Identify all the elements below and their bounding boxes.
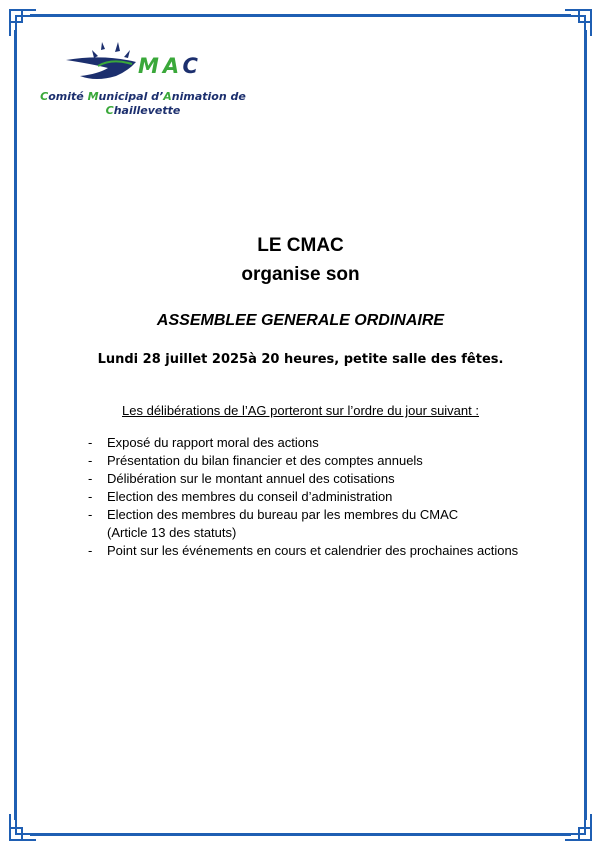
agenda-list xyxy=(88,434,548,560)
corner-ornament-bottom-left-icon xyxy=(6,810,40,844)
bullet-dash-icon: - xyxy=(88,453,93,468)
logo-subtitle-line2 xyxy=(38,104,248,118)
logo-subtitle xyxy=(38,90,248,118)
frame-bottom-border xyxy=(30,833,571,836)
logo-subtitle-text: nimation de xyxy=(171,90,246,103)
page-subtitle: organise son xyxy=(241,264,360,285)
corner-ornament-top-left-icon xyxy=(6,6,40,40)
list-item xyxy=(88,452,548,470)
bullet-dash-icon: - xyxy=(88,507,93,522)
corner-ornament-top-right-icon xyxy=(561,6,595,40)
logo-subtitle-text: unicipal d’ xyxy=(98,90,164,103)
agenda-item-text: Point sur les événements en cours et calendrier des prochaines actions xyxy=(107,543,519,558)
list-item xyxy=(88,488,548,506)
frame-left-border xyxy=(14,30,17,820)
frame-top-border xyxy=(30,14,571,17)
logo-letters xyxy=(138,54,202,78)
logo-subtitle-cap: A xyxy=(163,90,172,103)
event-date-location: Lundi 28 juillet 2025à 20 heures, petite salle des fêtes. xyxy=(97,352,504,367)
agenda-item-text: Election des membres du bureau par les membres du CMAC (Article 13 des statuts) xyxy=(107,507,459,540)
agenda-item-text: Election des membres du conseil d’administration xyxy=(107,489,393,504)
agenda-item-text: Délibération sur le montant annuel des cotisations xyxy=(107,471,395,486)
agenda-intro: Les délibérations de l’AG porteront sur l’ordre du jour suivant : xyxy=(122,403,479,418)
list-item xyxy=(88,542,548,560)
logo-subtitle-text: omité xyxy=(48,90,88,103)
bullet-dash-icon: - xyxy=(88,489,93,504)
list-item xyxy=(88,506,548,542)
corner-ornament-bottom-right-icon xyxy=(561,810,595,844)
bullet-dash-icon: - xyxy=(88,543,93,558)
bullet-dash-icon: - xyxy=(88,435,93,450)
page-title: LE CMAC xyxy=(257,235,344,256)
logo-subtitle-cap: C xyxy=(105,104,114,117)
logo-subtitle-line1 xyxy=(38,90,248,104)
bullet-dash-icon: - xyxy=(88,471,93,486)
logo-letter: C xyxy=(182,54,202,78)
logo-subtitle-cap: M xyxy=(87,90,99,103)
logo-letter: M xyxy=(138,54,163,78)
frame-right-border xyxy=(584,30,587,820)
agenda-item-text: Exposé du rapport moral des actions xyxy=(107,435,319,450)
event-name: ASSEMBLEE GENERALE ORDINAIRE xyxy=(156,312,445,329)
list-item xyxy=(88,434,548,452)
agenda-item-text: Présentation du bilan financier et des comptes annuels xyxy=(107,453,423,468)
list-item xyxy=(88,470,548,488)
logo-subtitle-text: haillevette xyxy=(113,104,181,117)
logo-subtitle-cap: C xyxy=(40,90,49,103)
logo-letter: A xyxy=(162,54,183,78)
cmac-logo xyxy=(38,38,258,123)
